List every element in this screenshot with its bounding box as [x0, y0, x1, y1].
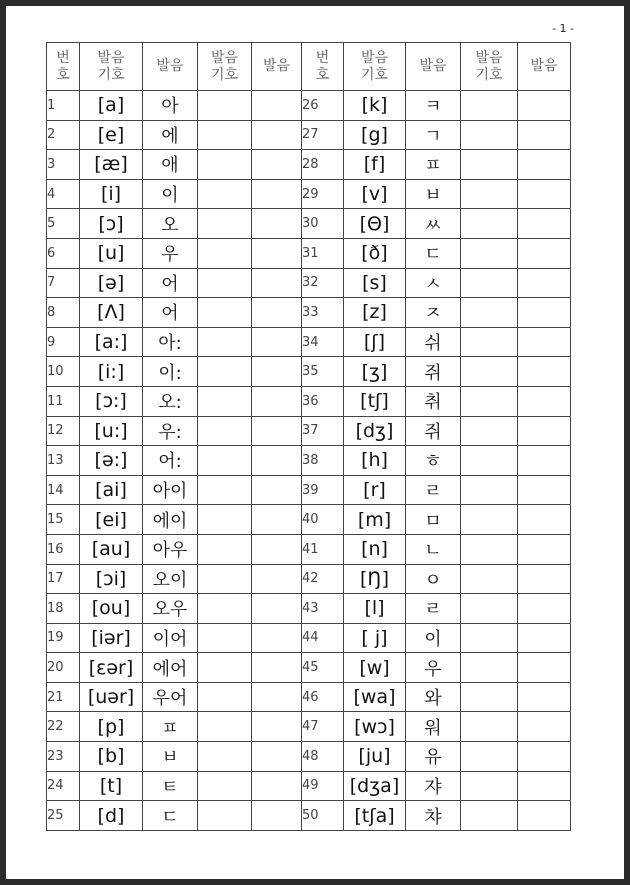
blank-symbol-cell [461, 120, 518, 150]
row-number-right: 41 [302, 534, 344, 564]
table-row [47, 653, 571, 683]
blank-symbol-cell [461, 771, 518, 801]
korean-pronunciation-right: 유 [406, 742, 461, 772]
blank-symbol-cell [461, 564, 518, 594]
blank-pronunciation-cell [518, 801, 571, 831]
phonetic-symbol-left: [t] [80, 771, 143, 801]
blank-symbol-cell [198, 120, 252, 150]
row-number-left: 19 [47, 623, 80, 653]
table-row [47, 327, 571, 357]
korean-pronunciation-right: ㅁ [406, 505, 461, 535]
row-number-left: 7 [47, 268, 80, 298]
phonetic-symbol-left: [æ] [80, 150, 143, 180]
korean-pronunciation-right: ㅆ [406, 209, 461, 239]
korean-pronunciation-left: 어 [143, 268, 198, 298]
phonetic-symbol-left: [Λ] [80, 298, 143, 328]
phonetic-symbol-right: [ʒ] [344, 357, 406, 387]
header-symbol-1: 발음 기호 [80, 43, 143, 91]
row-number-right: 43 [302, 594, 344, 624]
korean-pronunciation-left: 우어 [143, 682, 198, 712]
korean-pronunciation-left: 아: [143, 327, 198, 357]
blank-pronunciation-cell [518, 682, 571, 712]
phonetic-symbol-left: [ai] [80, 475, 143, 505]
phonetic-symbol-left: [i:] [80, 357, 143, 387]
row-number-right: 27 [302, 120, 344, 150]
row-number-right: 42 [302, 564, 344, 594]
blank-pronunciation-cell [518, 416, 571, 446]
blank-pronunciation-cell [252, 505, 302, 535]
blank-pronunciation-cell [518, 238, 571, 268]
table-row [47, 534, 571, 564]
phonetic-symbol-right: [g] [344, 120, 406, 150]
blank-symbol-cell [198, 742, 252, 772]
blank-symbol-cell [461, 505, 518, 535]
phonetic-symbol-left: [ə:] [80, 446, 143, 476]
phonetic-symbol-right: [dʒ] [344, 416, 406, 446]
table-row [47, 564, 571, 594]
row-number-left: 3 [47, 150, 80, 180]
blank-symbol-cell [461, 416, 518, 446]
table-row [47, 357, 571, 387]
row-number-left: 15 [47, 505, 80, 535]
row-number-right: 32 [302, 268, 344, 298]
korean-pronunciation-right: 쉬 [406, 327, 461, 357]
blank-symbol-cell [461, 712, 518, 742]
phonetic-symbol-right: [l] [344, 594, 406, 624]
table-row [47, 386, 571, 416]
row-number-right: 40 [302, 505, 344, 535]
table-row [47, 150, 571, 180]
blank-pronunciation-cell [518, 475, 571, 505]
blank-symbol-cell [461, 386, 518, 416]
phonetic-symbol-left: [u:] [80, 416, 143, 446]
row-number-right: 37 [302, 416, 344, 446]
row-number-right: 48 [302, 742, 344, 772]
blank-pronunciation-cell [252, 653, 302, 683]
row-number-left: 8 [47, 298, 80, 328]
korean-pronunciation-right: ㅋ [406, 91, 461, 121]
blank-symbol-cell [198, 238, 252, 268]
blank-symbol-cell [198, 505, 252, 535]
blank-pronunciation-cell [518, 150, 571, 180]
korean-pronunciation-left: 오우 [143, 594, 198, 624]
row-number-right: 30 [302, 209, 344, 239]
table-row [47, 712, 571, 742]
header-number-2: 번 호 [302, 43, 344, 91]
row-number-right: 29 [302, 179, 344, 209]
row-number-right: 45 [302, 653, 344, 683]
blank-symbol-cell [198, 594, 252, 624]
blank-symbol-cell [198, 416, 252, 446]
row-number-left: 22 [47, 712, 80, 742]
blank-pronunciation-cell [518, 505, 571, 535]
korean-pronunciation-right: ㅂ [406, 179, 461, 209]
blank-pronunciation-cell [252, 386, 302, 416]
korean-pronunciation-right: 챠 [406, 801, 461, 831]
phonetic-symbol-left: [e] [80, 120, 143, 150]
row-number-left: 4 [47, 179, 80, 209]
blank-symbol-cell [461, 238, 518, 268]
blank-pronunciation-cell [252, 801, 302, 831]
blank-pronunciation-cell [252, 416, 302, 446]
blank-symbol-cell [461, 91, 518, 121]
table-row [47, 209, 571, 239]
table-row [47, 416, 571, 446]
blank-symbol-cell [461, 179, 518, 209]
phonetic-symbol-right: [r] [344, 475, 406, 505]
header-number-1: 번 호 [47, 43, 80, 91]
blank-pronunciation-cell [518, 712, 571, 742]
korean-pronunciation-right: 쥐 [406, 357, 461, 387]
table-row [47, 475, 571, 505]
phonetic-symbol-left: [uər] [80, 682, 143, 712]
korean-pronunciation-left: ㅂ [143, 742, 198, 772]
phonetic-symbol-right: [tʃa] [344, 801, 406, 831]
phonetic-symbol-right: [z] [344, 298, 406, 328]
blank-pronunciation-cell [518, 357, 571, 387]
phonetic-symbol-left: [iər] [80, 623, 143, 653]
blank-pronunciation-cell [518, 179, 571, 209]
blank-symbol-cell [198, 268, 252, 298]
korean-pronunciation-right: ㅇ [406, 564, 461, 594]
row-number-left: 9 [47, 327, 80, 357]
blank-pronunciation-cell [518, 298, 571, 328]
blank-pronunciation-cell [518, 386, 571, 416]
row-number-right: 34 [302, 327, 344, 357]
table-row [47, 179, 571, 209]
phonetic-symbol-right: [wa] [344, 682, 406, 712]
korean-pronunciation-right: 쟈 [406, 771, 461, 801]
blank-symbol-cell [198, 623, 252, 653]
blank-symbol-cell [198, 682, 252, 712]
phonetic-symbol-right: [w] [344, 653, 406, 683]
row-number-right: 46 [302, 682, 344, 712]
blank-pronunciation-cell [252, 357, 302, 387]
blank-pronunciation-cell [252, 594, 302, 624]
blank-pronunciation-cell [518, 327, 571, 357]
header-symbol-2: 발음 기호 [198, 43, 252, 91]
table-row [47, 742, 571, 772]
blank-pronunciation-cell [518, 564, 571, 594]
blank-pronunciation-cell [518, 209, 571, 239]
blank-symbol-cell [198, 209, 252, 239]
blank-symbol-cell [461, 327, 518, 357]
row-number-right: 28 [302, 150, 344, 180]
blank-symbol-cell [461, 357, 518, 387]
korean-pronunciation-left: 아이 [143, 475, 198, 505]
korean-pronunciation-left: 이 [143, 179, 198, 209]
blank-pronunciation-cell [252, 150, 302, 180]
phonetic-symbol-right: [n] [344, 534, 406, 564]
phonetic-symbol-right: [v] [344, 179, 406, 209]
header-pronunciation-2: 발음 [252, 43, 302, 91]
phonetic-symbol-right: [ j] [344, 623, 406, 653]
row-number-left: 20 [47, 653, 80, 683]
row-number-right: 38 [302, 446, 344, 476]
blank-pronunciation-cell [518, 594, 571, 624]
korean-pronunciation-left: 아우 [143, 534, 198, 564]
table-row [47, 801, 571, 831]
blank-symbol-cell [461, 742, 518, 772]
phonetic-symbol-right: [h] [344, 446, 406, 476]
blank-symbol-cell [198, 179, 252, 209]
header-pronunciation-3: 발음 [406, 43, 461, 91]
phonetic-symbol-left: [p] [80, 712, 143, 742]
blank-symbol-cell [198, 564, 252, 594]
blank-pronunciation-cell [252, 712, 302, 742]
table-row [47, 623, 571, 653]
blank-pronunciation-cell [518, 623, 571, 653]
row-number-left: 12 [47, 416, 80, 446]
row-number-right: 33 [302, 298, 344, 328]
phonetic-symbol-right: [m] [344, 505, 406, 535]
row-number-left: 14 [47, 475, 80, 505]
blank-pronunciation-cell [252, 179, 302, 209]
row-number-left: 1 [47, 91, 80, 121]
blank-pronunciation-cell [518, 268, 571, 298]
phonetic-symbol-right: [wɔ] [344, 712, 406, 742]
row-number-left: 10 [47, 357, 80, 387]
blank-pronunciation-cell [252, 209, 302, 239]
blank-symbol-cell [198, 357, 252, 387]
row-number-right: 44 [302, 623, 344, 653]
korean-pronunciation-right: ㄹ [406, 594, 461, 624]
korean-pronunciation-right: ㅎ [406, 446, 461, 476]
phonetic-symbol-right: [Θ] [344, 209, 406, 239]
blank-symbol-cell [198, 386, 252, 416]
phonetic-symbol-right: [f] [344, 150, 406, 180]
blank-pronunciation-cell [252, 682, 302, 712]
phonetic-symbol-left: [b] [80, 742, 143, 772]
phonetic-symbol-left: [ɔ:] [80, 386, 143, 416]
row-number-left: 2 [47, 120, 80, 150]
blank-pronunciation-cell [252, 534, 302, 564]
phonetic-symbol-left: [ei] [80, 505, 143, 535]
korean-pronunciation-right: ㅍ [406, 150, 461, 180]
blank-pronunciation-cell [518, 534, 571, 564]
row-number-right: 49 [302, 771, 344, 801]
blank-symbol-cell [461, 682, 518, 712]
korean-pronunciation-left: 에이 [143, 505, 198, 535]
table-row [47, 120, 571, 150]
korean-pronunciation-left: ㄷ [143, 801, 198, 831]
blank-pronunciation-cell [252, 327, 302, 357]
row-number-right: 50 [302, 801, 344, 831]
phonetic-symbol-right: [s] [344, 268, 406, 298]
phonetic-symbol-left: [εər] [80, 653, 143, 683]
blank-pronunciation-cell [252, 446, 302, 476]
header-symbol-4: 발음 기호 [461, 43, 518, 91]
phonetic-symbol-left: [ou] [80, 594, 143, 624]
korean-pronunciation-left: 에어 [143, 653, 198, 683]
blank-symbol-cell [198, 91, 252, 121]
blank-symbol-cell [198, 801, 252, 831]
table-row [47, 505, 571, 535]
row-number-left: 17 [47, 564, 80, 594]
blank-pronunciation-cell [518, 771, 571, 801]
row-number-left: 13 [47, 446, 80, 476]
korean-pronunciation-right: 워 [406, 712, 461, 742]
blank-pronunciation-cell [252, 742, 302, 772]
blank-pronunciation-cell [518, 742, 571, 772]
korean-pronunciation-left: 오: [143, 386, 198, 416]
table-row [47, 238, 571, 268]
phonetic-symbol-right: [Ŋ] [344, 564, 406, 594]
blank-symbol-cell [461, 534, 518, 564]
blank-pronunciation-cell [518, 91, 571, 121]
blank-pronunciation-cell [518, 653, 571, 683]
korean-pronunciation-left: 애 [143, 150, 198, 180]
blank-symbol-cell [198, 475, 252, 505]
row-number-left: 25 [47, 801, 80, 831]
phonetic-symbol-left: [au] [80, 534, 143, 564]
pronunciation-table [46, 42, 571, 831]
korean-pronunciation-right: ㅈ [406, 298, 461, 328]
phonetic-symbol-left: [u] [80, 238, 143, 268]
table-row [47, 594, 571, 624]
korean-pronunciation-left: 오 [143, 209, 198, 239]
blank-symbol-cell [198, 771, 252, 801]
phonetic-symbol-left: [ɔ] [80, 209, 143, 239]
header-pronunciation-4: 발음 [518, 43, 571, 91]
blank-symbol-cell [461, 446, 518, 476]
phonetic-symbol-right: [ð] [344, 238, 406, 268]
blank-pronunciation-cell [518, 120, 571, 150]
blank-symbol-cell [198, 446, 252, 476]
blank-pronunciation-cell [252, 623, 302, 653]
blank-symbol-cell [198, 327, 252, 357]
phonetic-symbol-left: [d] [80, 801, 143, 831]
phonetic-symbol-right: [ju] [344, 742, 406, 772]
table-row [47, 682, 571, 712]
row-number-left: 16 [47, 534, 80, 564]
korean-pronunciation-right: 우 [406, 653, 461, 683]
korean-pronunciation-left: 어: [143, 446, 198, 476]
blank-pronunciation-cell [252, 238, 302, 268]
blank-symbol-cell [461, 298, 518, 328]
header-pronunciation-1: 발음 [143, 43, 198, 91]
blank-symbol-cell [461, 653, 518, 683]
blank-pronunciation-cell [252, 298, 302, 328]
korean-pronunciation-right: 쥐 [406, 416, 461, 446]
blank-pronunciation-cell [252, 120, 302, 150]
korean-pronunciation-right: 와 [406, 682, 461, 712]
korean-pronunciation-left: 오이 [143, 564, 198, 594]
row-number-right: 36 [302, 386, 344, 416]
blank-symbol-cell [198, 534, 252, 564]
row-number-left: 21 [47, 682, 80, 712]
korean-pronunciation-left: 어 [143, 298, 198, 328]
korean-pronunciation-right: ㄹ [406, 475, 461, 505]
korean-pronunciation-left: 에 [143, 120, 198, 150]
row-number-left: 6 [47, 238, 80, 268]
row-number-left: 18 [47, 594, 80, 624]
korean-pronunciation-left: 우: [143, 416, 198, 446]
row-number-left: 24 [47, 771, 80, 801]
blank-symbol-cell [461, 801, 518, 831]
blank-symbol-cell [461, 150, 518, 180]
blank-pronunciation-cell [252, 91, 302, 121]
row-number-right: 31 [302, 238, 344, 268]
blank-symbol-cell [461, 209, 518, 239]
table-row [47, 298, 571, 328]
korean-pronunciation-right: ㄱ [406, 120, 461, 150]
blank-pronunciation-cell [252, 475, 302, 505]
blank-symbol-cell [198, 150, 252, 180]
row-number-right: 26 [302, 91, 344, 121]
header-row [47, 43, 571, 91]
row-number-left: 23 [47, 742, 80, 772]
phonetic-symbol-left: [a:] [80, 327, 143, 357]
table-row [47, 91, 571, 121]
phonetic-symbol-left: [a] [80, 91, 143, 121]
blank-pronunciation-cell [252, 564, 302, 594]
blank-symbol-cell [461, 268, 518, 298]
table-row [47, 268, 571, 298]
row-number-left: 11 [47, 386, 80, 416]
korean-pronunciation-right: 이 [406, 623, 461, 653]
korean-pronunciation-right: 취 [406, 386, 461, 416]
table-row [47, 446, 571, 476]
page-number: - 1 - [552, 22, 574, 35]
blank-symbol-cell [198, 298, 252, 328]
blank-symbol-cell [461, 623, 518, 653]
header-symbol-3: 발음 기호 [344, 43, 406, 91]
phonetic-symbol-right: [ʃ] [344, 327, 406, 357]
blank-pronunciation-cell [252, 771, 302, 801]
phonetic-symbol-left: [ɔi] [80, 564, 143, 594]
korean-pronunciation-left: 이: [143, 357, 198, 387]
korean-pronunciation-left: 이어 [143, 623, 198, 653]
blank-symbol-cell [198, 653, 252, 683]
row-number-right: 39 [302, 475, 344, 505]
blank-symbol-cell [461, 594, 518, 624]
phonetic-symbol-left: [i] [80, 179, 143, 209]
phonetic-symbol-left: [ə] [80, 268, 143, 298]
korean-pronunciation-left: ㅍ [143, 712, 198, 742]
korean-pronunciation-right: ㅅ [406, 268, 461, 298]
blank-pronunciation-cell [518, 446, 571, 476]
phonetic-symbol-right: [k] [344, 91, 406, 121]
phonetic-symbol-right: [tʃ] [344, 386, 406, 416]
phonetic-symbol-right: [dʒa] [344, 771, 406, 801]
korean-pronunciation-left: 우 [143, 238, 198, 268]
korean-pronunciation-right: ㄴ [406, 534, 461, 564]
korean-pronunciation-right: ㄷ [406, 238, 461, 268]
row-number-right: 35 [302, 357, 344, 387]
table-row [47, 771, 571, 801]
row-number-left: 5 [47, 209, 80, 239]
row-number-right: 47 [302, 712, 344, 742]
blank-symbol-cell [198, 712, 252, 742]
document-page [6, 6, 624, 879]
korean-pronunciation-left: ㅌ [143, 771, 198, 801]
blank-pronunciation-cell [252, 268, 302, 298]
blank-symbol-cell [461, 475, 518, 505]
korean-pronunciation-left: 아 [143, 91, 198, 121]
